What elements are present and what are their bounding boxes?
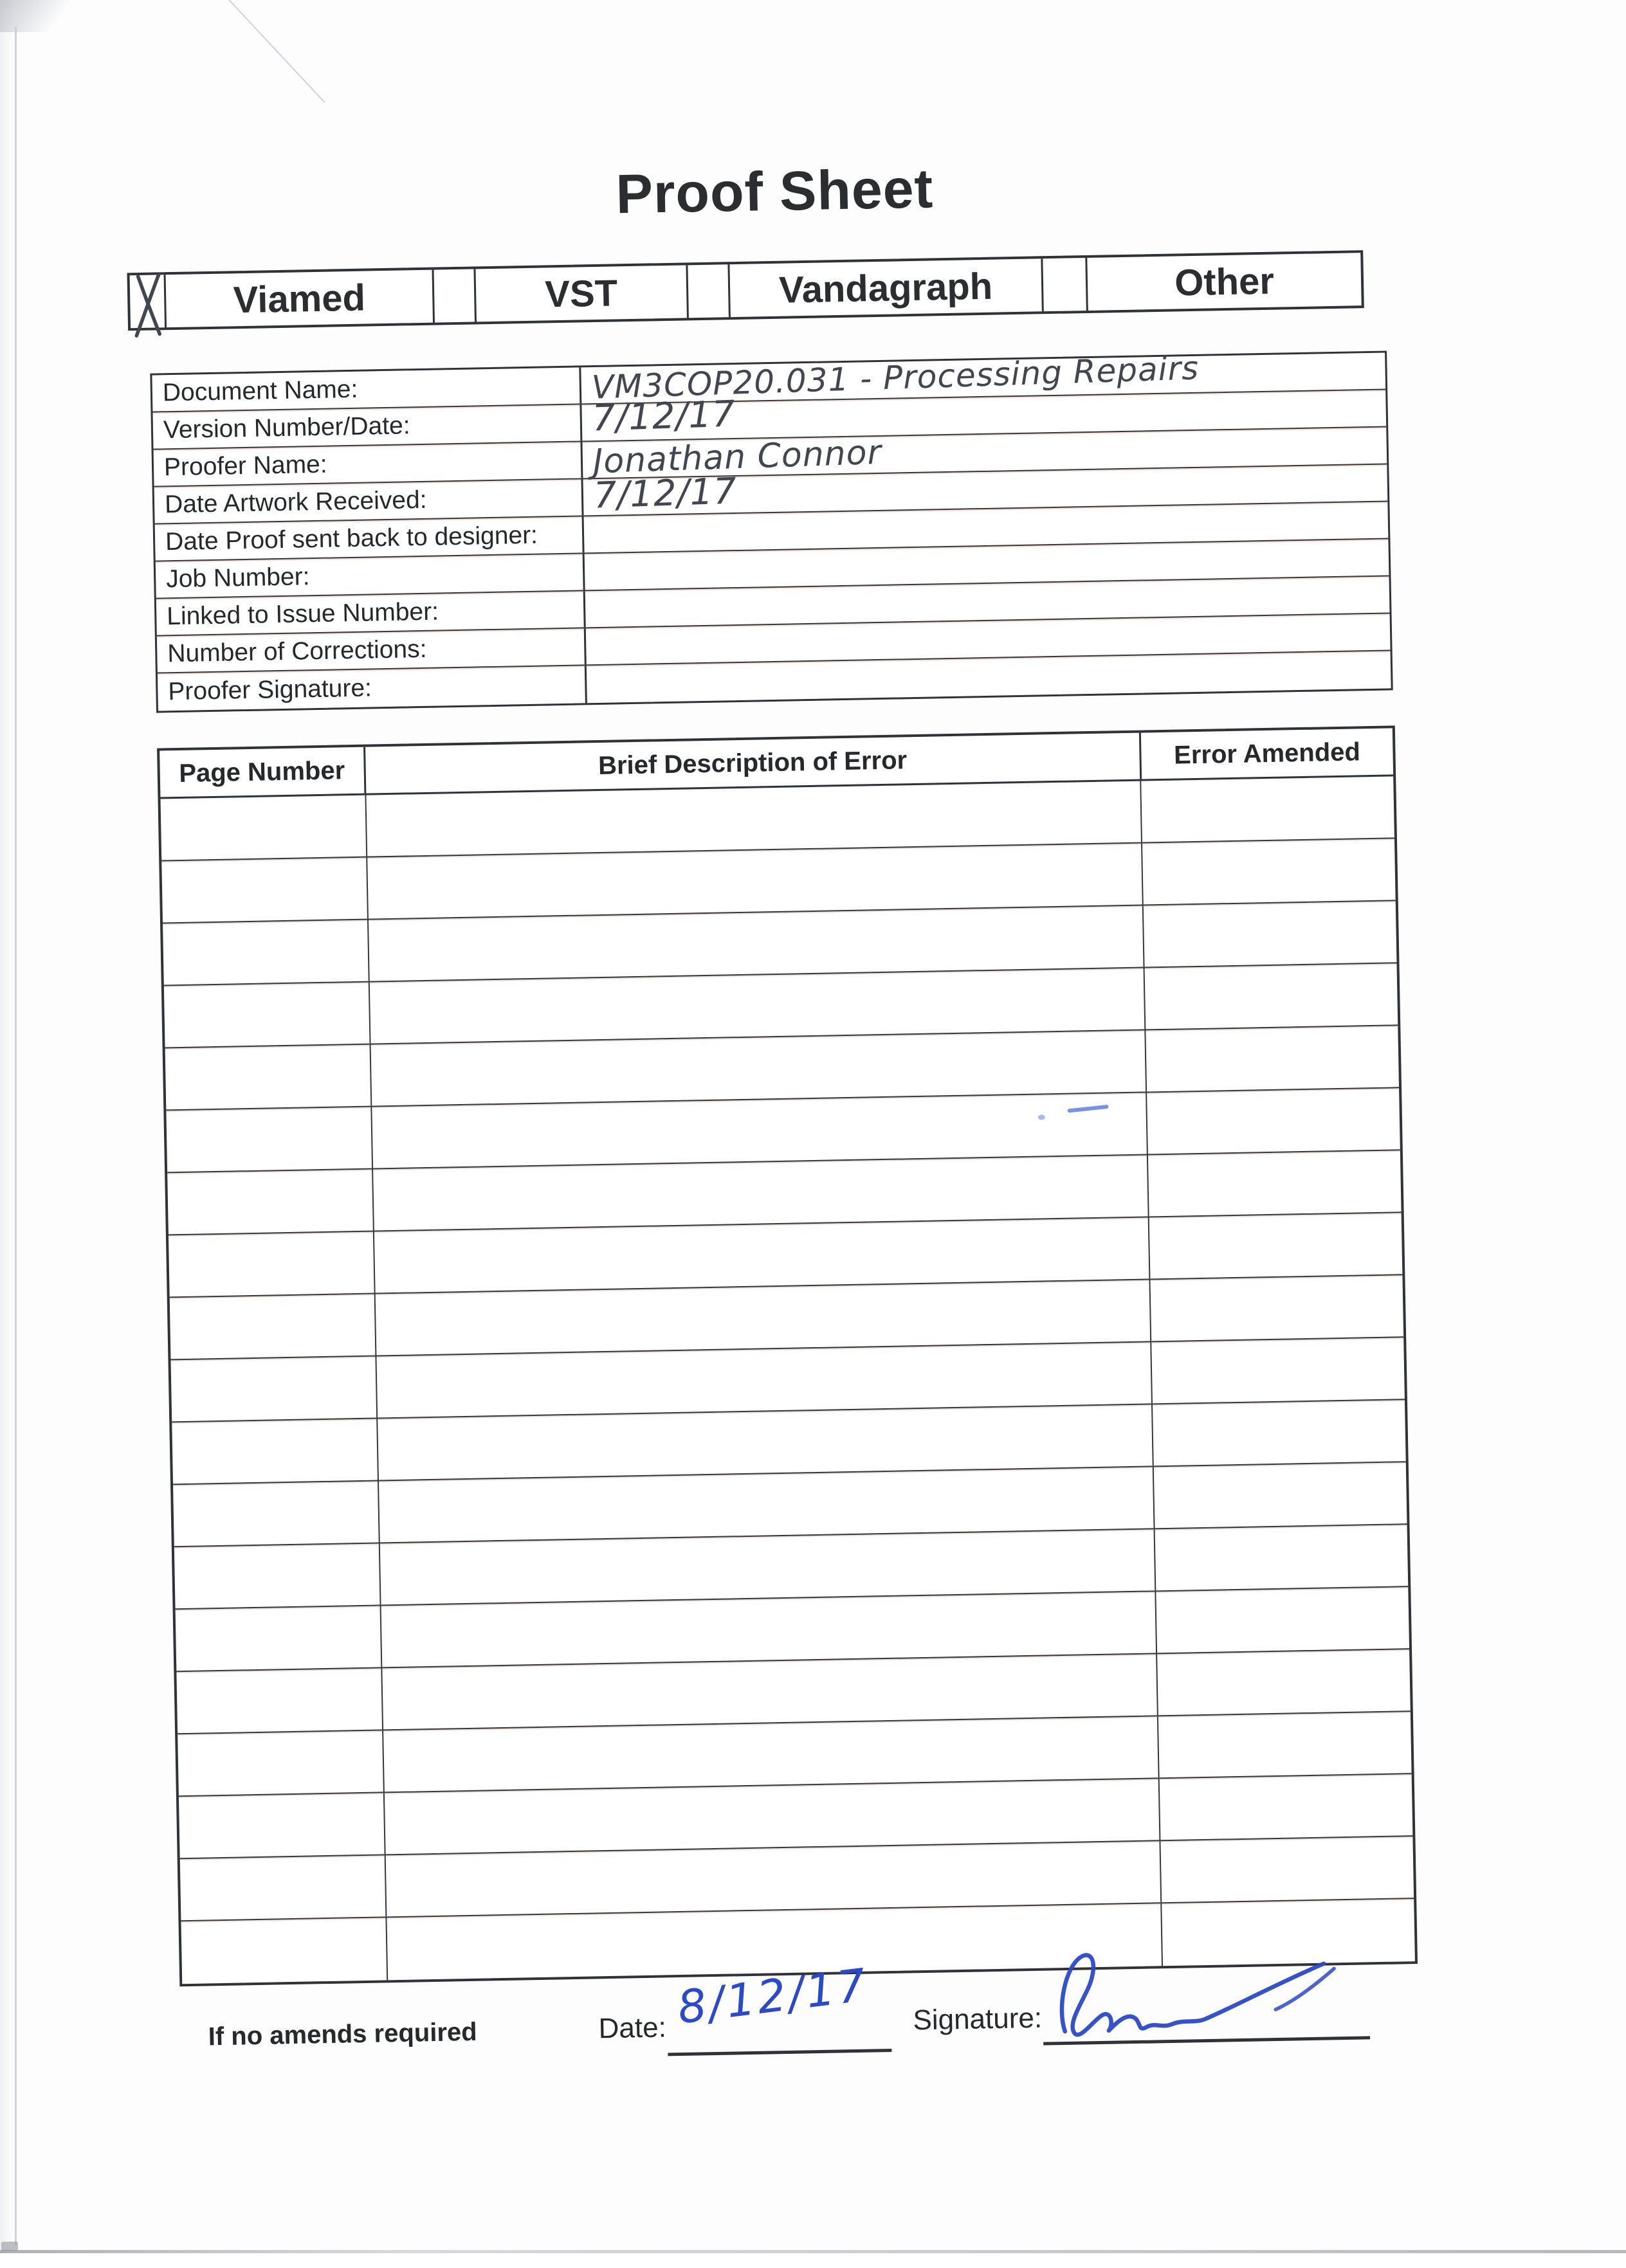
signature-scribble-icon [1036, 1945, 1359, 2051]
viamed-checkbox [130, 275, 167, 328]
error-table-cell [160, 795, 367, 860]
handwritten-date: 8/12/17 [675, 1958, 872, 2034]
error-table-cell [166, 1107, 373, 1172]
info-label: Proofer Name: [154, 442, 583, 485]
vandagraph-checkbox [688, 264, 730, 318]
error-table-header-cell: Brief Description of Error [365, 733, 1140, 794]
error-table-cell [1151, 1400, 1406, 1465]
error-table-cell [163, 920, 370, 985]
info-label: Proofer Signature: [158, 666, 587, 711]
info-label: Version Number/Date: [152, 404, 582, 448]
date-label: Date: [598, 2011, 666, 2045]
error-table-cell [161, 858, 369, 923]
other-checkbox [1043, 258, 1088, 311]
info-label: Date Proof sent back to designer: [155, 516, 585, 560]
handwritten-value: 7/12/17 [593, 470, 738, 516]
error-table-cell [1159, 1837, 1414, 1902]
info-label: Date Artwork Received: [154, 479, 584, 523]
error-table-cell [1148, 1213, 1403, 1278]
error-table-cell [176, 1668, 383, 1733]
brand-label: Vandagraph [779, 264, 993, 311]
error-table-cell [1155, 1587, 1409, 1653]
brand-selector-row [127, 250, 1364, 331]
brand-label: Viamed [233, 276, 365, 322]
error-table-cell [169, 1232, 376, 1297]
error-table-cell [180, 1855, 387, 1920]
error-table-cell [1158, 1774, 1413, 1840]
error-table-cell [176, 1606, 383, 1671]
error-table-header-cell: Page Number [160, 747, 366, 797]
date-underline [668, 2049, 891, 2056]
handwritten-value: VM3COP20.031 - Processing Repairs [591, 349, 1200, 406]
error-table-cell [172, 1419, 379, 1483]
error-table-cell [1153, 1462, 1407, 1528]
handwritten-value: Jonathan Connor [592, 433, 882, 481]
handwritten-value: 7/12/17 [592, 393, 736, 439]
error-table-cell [179, 1793, 386, 1858]
error-table-cell [1154, 1525, 1409, 1590]
brand-label: VST [545, 271, 618, 316]
error-table-cell [1144, 963, 1398, 1029]
error-table-cell [1142, 901, 1397, 966]
brand-label: Other [1174, 259, 1275, 304]
error-table-cell [1140, 776, 1394, 842]
error-table-cell [1150, 1338, 1405, 1403]
error-table-cell [165, 1045, 372, 1110]
error-table-cell [1147, 1150, 1402, 1216]
brand-option-other [1087, 253, 1361, 311]
error-table-rows [160, 776, 1414, 1984]
error-table-cell [1149, 1275, 1403, 1341]
info-label: Linked to Issue Number: [156, 591, 586, 635]
error-table-cell [1157, 1712, 1412, 1777]
error-table-header-cell: Error Amended [1139, 728, 1393, 779]
signature-label: Signature: [913, 2002, 1042, 2037]
error-table-cell [170, 1356, 378, 1421]
vst-checkbox [434, 269, 476, 322]
error-table-cell [178, 1730, 385, 1795]
brand-option-vandagraph [729, 259, 1043, 317]
error-table-cell [174, 1543, 381, 1608]
document-info-table [150, 350, 1393, 712]
error-table-cell [167, 1170, 374, 1235]
error-table-cell [1156, 1649, 1411, 1715]
error-table-cell [170, 1294, 377, 1359]
no-amends-note: If no amends required [208, 2018, 477, 2052]
brand-option-viamed [166, 270, 435, 328]
x-mark-icon [126, 268, 170, 341]
error-table-cell [164, 983, 371, 1048]
info-label: Number of Corrections: [157, 628, 587, 672]
scan-bottom-left-mark [1, 2242, 18, 2251]
error-table-cell [1146, 1088, 1400, 1154]
info-label: Job Number: [156, 554, 585, 597]
brand-option-vst [475, 265, 688, 322]
error-table-cell [1144, 1026, 1399, 1091]
error-table-cell [181, 1918, 388, 1984]
error-table [157, 725, 1418, 1986]
info-label: Document Name: [152, 367, 581, 411]
error-table-cell [173, 1481, 380, 1546]
page-title: Proof Sheet [0, 145, 1567, 238]
error-table-cell [1141, 839, 1396, 904]
